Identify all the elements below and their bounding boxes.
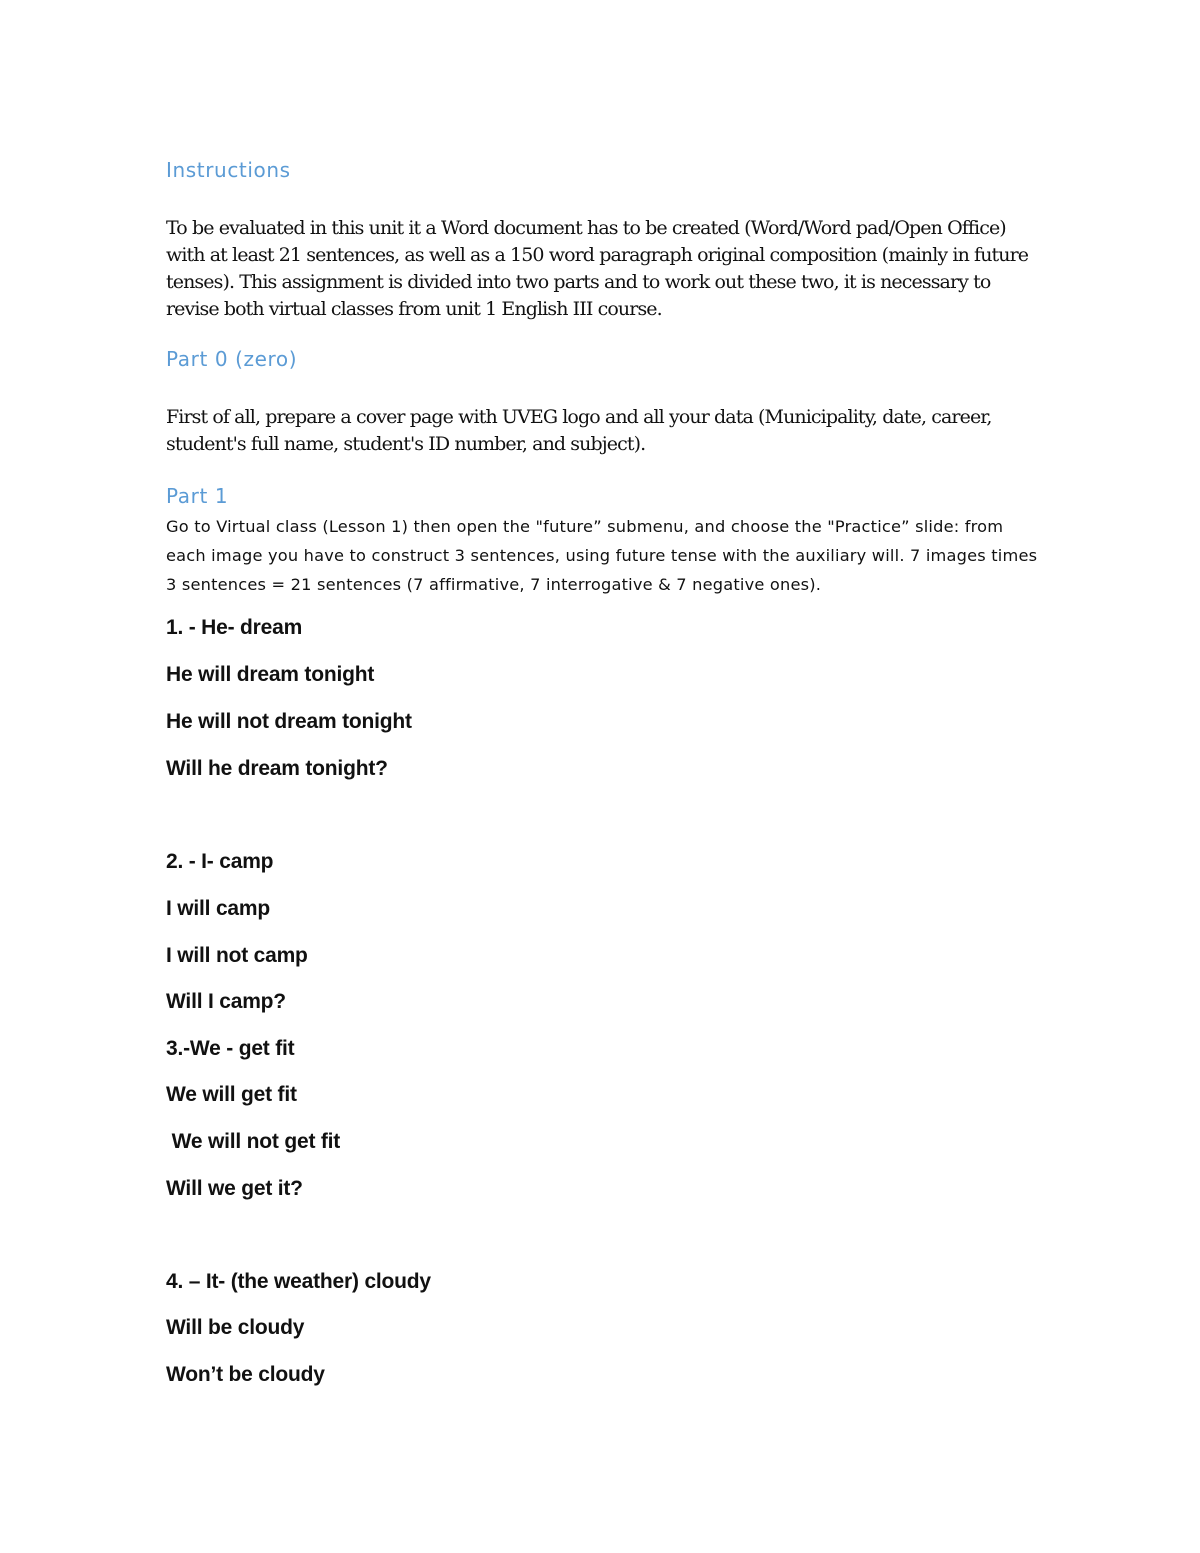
item3-prompt: 3.-We - get fit	[166, 1037, 295, 1060]
item2-interrogative: Will I camp?	[166, 990, 286, 1013]
item4-negative: Won’t be cloudy	[166, 1363, 325, 1386]
item3-interrogative: Will we get it?	[166, 1177, 303, 1200]
part0-heading: Part 0 (zero)	[166, 347, 298, 371]
item4-affirmative: Will be cloudy	[166, 1316, 305, 1339]
item1-negative: He will not dream tonight	[166, 710, 412, 733]
item4-prompt: 4. – It- (the weather) cloudy	[166, 1270, 431, 1293]
instructions-heading: Instructions	[166, 158, 291, 182]
part1-heading: Part 1	[166, 484, 229, 508]
part1-paragraph: Go to Virtual class (Lesson 1) then open the "future” submenu, and choose the "Practice” slide: from each image you have to construct 3 sentences, using future tense with the auxiliary will. 7 images times 3 sentences = 21 sentences (7 affirmative, 7 interrogative & 7 negative ones).	[166, 517, 1038, 594]
item1-affirmative: He will dream tonight	[166, 663, 375, 686]
item2-negative: I will not camp	[166, 944, 308, 967]
item3-affirmative: We will get fit	[166, 1083, 297, 1106]
item2-affirmative: I will camp	[166, 897, 270, 920]
instructions-paragraph: To be evaluated in this unit it a Word document has to be created (Word/Word pad/Open Office) with at least 21 sentences, as well as a 150 word paragraph original composition (mainly in future tenses). This assignment is divided into two parts and to work out these two, it is necessary to revise both virtual classes from unit 1 English III course.	[166, 217, 1029, 320]
item1-interrogative: Will he dream tonight?	[166, 757, 388, 780]
part0-paragraph: First of all, prepare a cover page with UVEG logo and all your data (Municipality, date, career, student's full name, student's ID number, and subject).	[166, 406, 992, 455]
item2-prompt: 2. - I- camp	[166, 850, 274, 873]
item1-prompt: 1. - He- dream	[166, 616, 303, 639]
item3-negative: We will not get fit	[166, 1130, 341, 1153]
